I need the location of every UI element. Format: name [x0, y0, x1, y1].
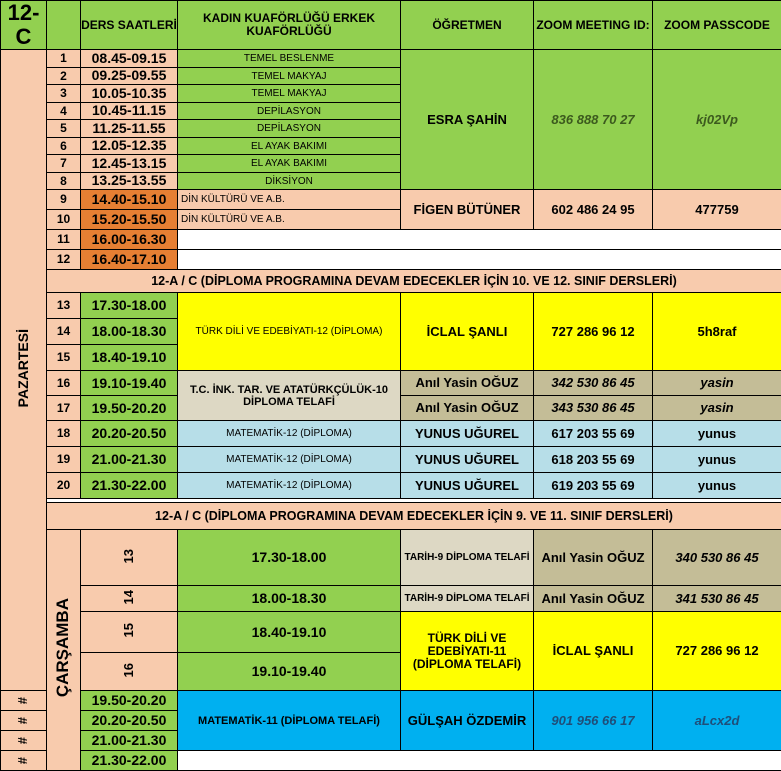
period-number: 10: [47, 210, 81, 230]
header-ders-saatleri: DERS SAATLERİ: [81, 1, 178, 50]
zoom-meeting-id: 727 286 96 12: [653, 612, 781, 691]
period-number: 16: [81, 653, 178, 691]
zoom-passcode: yunus: [653, 473, 781, 499]
period-time: 11.25-11.55: [81, 120, 178, 138]
header-zoom-pass: ZOOM PASSCODE: [653, 1, 781, 50]
period-time: 10.45-11.15: [81, 102, 178, 120]
section-banner: 12-A / C (DİPLOMA PROGRAMINA DEVAM EDECEKLER İÇİN 9. VE 11. SINIF DERSLERİ): [47, 503, 781, 530]
zoom-meeting-id: 901 956 66 17: [534, 691, 653, 751]
course-name: DEPİLASYON: [178, 120, 401, 138]
teacher-name: İCLAL ŞANLI: [401, 293, 534, 371]
period-time: 18.00-18.30: [81, 319, 178, 345]
teacher-name: YUNUS UĞUREL: [401, 473, 534, 499]
course-name: TEMEL MAKYAJ: [178, 85, 401, 103]
course-name: MATEMATİK-12 (DİPLOMA): [178, 473, 401, 499]
period-time: 12.05-12.35: [81, 137, 178, 155]
period-time: 21.30-22.00: [81, 473, 178, 499]
section-banner: 12-A / C (DİPLOMA PROGRAMINA DEVAM EDECEKLER İÇİN 10. VE 12. SINIF DERSLERİ): [47, 270, 781, 293]
zoom-meeting-id: 727 286 96 12: [534, 293, 653, 371]
teacher-name: GÜLŞAH ÖZDEMİR: [401, 691, 534, 751]
period-time: 18.00-18.30: [178, 586, 401, 612]
course-name: EL AYAK BAKIMI: [178, 155, 401, 173]
period-time: 12.45-13.15: [81, 155, 178, 173]
period-number: 7: [47, 155, 81, 173]
period-number: 5: [47, 120, 81, 138]
period-time: 09.25-09.55: [81, 67, 178, 85]
period-time: 17.30-18.00: [178, 530, 401, 586]
zoom-passcode: 5h8raf: [653, 293, 781, 371]
period-number: 2: [47, 67, 81, 85]
period-time: 16.40-17.10: [81, 250, 178, 270]
period-time: 14.40-15.10: [81, 190, 178, 210]
period-number: 17: [47, 396, 81, 421]
period-time: 21.00-21.30: [81, 731, 178, 751]
course-name: DİN KÜLTÜRÜ VE A.B.: [178, 190, 401, 210]
period-number: #: [1, 731, 47, 751]
period-time: 08.45-09.15: [81, 50, 178, 68]
zoom-meeting-id: 618 203 55 69: [534, 447, 653, 473]
period-number: 8: [47, 172, 81, 190]
teacher-name: Anıl Yasin OĞUZ: [534, 586, 653, 612]
period-time: 20.20-20.50: [81, 421, 178, 447]
period-time: 20.20-20.50: [81, 711, 178, 731]
zoom-passcode: yunus: [653, 421, 781, 447]
zoom-passcode: kj02Vp: [653, 50, 781, 190]
course-name: DİN KÜLTÜRÜ VE A.B.: [178, 210, 401, 230]
period-number: 14: [81, 586, 178, 612]
header-teacher: ÖĞRETMEN: [401, 1, 534, 50]
zoom-meeting-id: 341 530 86 45: [653, 586, 781, 612]
period-number: 1: [47, 50, 81, 68]
day-monday: PAZARTESİ: [1, 50, 47, 691]
course-name: MATEMATİK-12 (DİPLOMA): [178, 447, 401, 473]
zoom-passcode: yunus: [653, 447, 781, 473]
period-time: 19.50-20.20: [81, 691, 178, 711]
course-name: MATEMATİK-12 (DİPLOMA): [178, 421, 401, 447]
zoom-meeting-id: 602 486 24 95: [534, 190, 653, 230]
zoom-meeting-id: 343 530 86 45: [534, 396, 653, 421]
teacher-name: ESRA ŞAHİN: [401, 50, 534, 190]
period-time: 10.05-10.35: [81, 85, 178, 103]
course-name: TÜRK DİLİ VE EDEBİYATI-11 (DİPLOMA TELAFİ): [401, 612, 534, 691]
period-number: 15: [81, 612, 178, 653]
period-number: 9: [47, 190, 81, 210]
header-course: KADIN KUAFÖRLÜĞÜ ERKEK KUAFÖRLÜĞÜ: [178, 1, 401, 50]
period-number: 12: [47, 250, 81, 270]
zoom-passcode: yasin: [653, 396, 781, 421]
zoom-meeting-id: 342 530 86 45: [534, 371, 653, 396]
period-number: 6: [47, 137, 81, 155]
period-time: 19.10-19.40: [81, 371, 178, 396]
period-time: 15.20-15.50: [81, 210, 178, 230]
teacher-name: YUNUS UĞUREL: [401, 421, 534, 447]
period-number: 16: [47, 371, 81, 396]
period-number: 3: [47, 85, 81, 103]
empty-slot: [178, 250, 781, 270]
period-number: #: [1, 711, 47, 731]
teacher-name: FİGEN BÜTÜNER: [401, 190, 534, 230]
period-time: 16.00-16.30: [81, 230, 178, 250]
course-name: TEMEL BESLENME: [178, 50, 401, 68]
zoom-passcode: 477759: [653, 190, 781, 230]
zoom-meeting-id: 617 203 55 69: [534, 421, 653, 447]
period-time: 19.10-19.40: [178, 653, 401, 691]
empty-slot: [178, 230, 781, 250]
course-name: TARİH-9 DİPLOMA TELAFİ: [401, 586, 534, 612]
period-number: 11: [47, 230, 81, 250]
period-number: 13: [47, 293, 81, 319]
header-zoom-id: ZOOM MEETING ID:: [534, 1, 653, 50]
period-time: 13.25-13.55: [81, 172, 178, 190]
day-wednesday: ÇARŞAMBA: [47, 530, 81, 771]
class-label: 12-C: [1, 1, 47, 50]
period-time: 19.50-20.20: [81, 396, 178, 421]
period-time: 18.40-19.10: [81, 345, 178, 371]
course-name: DİKSİYON: [178, 172, 401, 190]
period-number: 4: [47, 102, 81, 120]
period-time: 21.00-21.30: [81, 447, 178, 473]
teacher-name: İCLAL ŞANLI: [534, 612, 653, 691]
period-number: #: [1, 691, 47, 711]
zoom-passcode: yasin: [653, 371, 781, 396]
period-time: 17.30-18.00: [81, 293, 178, 319]
period-number: 18: [47, 421, 81, 447]
period-number: 15: [47, 345, 81, 371]
period-time: 18.40-19.10: [178, 612, 401, 653]
teacher-name: Anıl Yasin OĞUZ: [534, 530, 653, 586]
zoom-meeting-id: 340 530 86 45: [653, 530, 781, 586]
period-number: 14: [47, 319, 81, 345]
course-name: TÜRK DİLİ VE EDEBİYATI-12 (DİPLOMA): [178, 293, 401, 371]
course-name: TEMEL MAKYAJ: [178, 67, 401, 85]
teacher-name: Anıl Yasin OĞUZ: [401, 396, 534, 421]
teacher-name: Anıl Yasin OĞUZ: [401, 371, 534, 396]
course-name: T.C. İNK. TAR. VE ATATÜRKÇÜLÜK-10 DİPLOMA TELAFİ: [178, 371, 401, 421]
course-name: EL AYAK BAKIMI: [178, 137, 401, 155]
course-name: MATEMATİK-11 (DİPLOMA TELAFİ): [178, 691, 401, 751]
course-name: DEPİLASYON: [178, 102, 401, 120]
period-time: 21.30-22.00: [81, 751, 178, 771]
zoom-meeting-id: 619 203 55 69: [534, 473, 653, 499]
period-number: #: [1, 751, 47, 771]
period-number: 19: [47, 447, 81, 473]
zoom-passcode: aLcx2d: [653, 691, 781, 751]
period-number: 20: [47, 473, 81, 499]
course-name: TARİH-9 DİPLOMA TELAFİ: [401, 530, 534, 586]
zoom-meeting-id: 836 888 70 27: [534, 50, 653, 190]
teacher-name: YUNUS UĞUREL: [401, 447, 534, 473]
period-number: 13: [81, 530, 178, 586]
